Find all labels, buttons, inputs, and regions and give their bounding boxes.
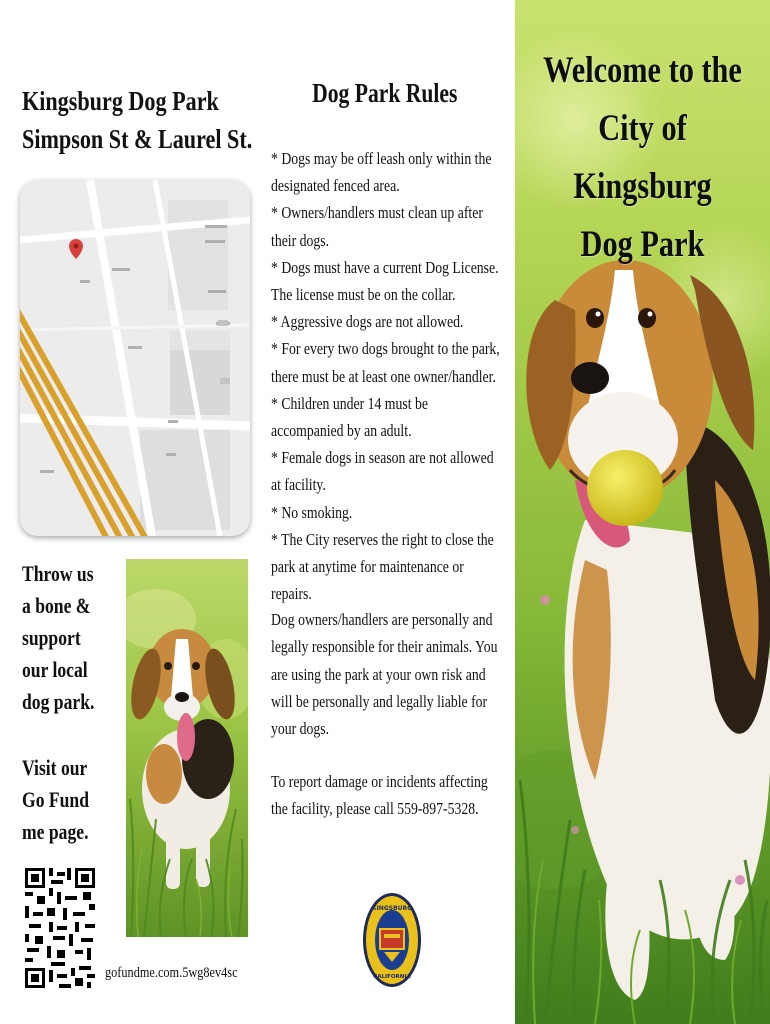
dog-photo-small [126,559,248,937]
rule-item: * No smoking. [271,502,353,522]
welcome-title-line: Dog Park [580,224,705,265]
seal-bottom-text: CALIFORNIA [373,974,411,980]
seal-top-text: KINGSBURG [371,905,413,912]
rule-item: * Aggressive dogs are not allowed. [271,312,464,332]
park-name: Kingsburg Dog Park [22,86,219,116]
park-heading [22,82,253,158]
donation-appeal: Throw us a bone & support our local dog park. [22,561,95,714]
gofundme-prompt: Visit our Go Fund me page. [22,755,90,844]
park-address: Simpson St & Laurel St. [22,124,253,154]
rule-item: * Children under 14 must be accompanied by an adult. [271,393,428,441]
rule-item: * Owners/handlers must clean up after their dogs. [271,203,483,250]
report-contact: To report damage or incidents affecting the facility, please call 559-897-5328. [271,772,488,819]
welcome-title [515,42,770,274]
rule-item: * Female dogs in season are not allowed at facility. [271,448,494,495]
rule-item: * Dogs must have a current Dog License. The license must be on the collar. [271,257,499,305]
location-map[interactable] [20,180,250,536]
rules-title: Dog Park Rules [312,78,458,108]
welcome-title-line: Kingsburg [573,166,712,207]
qr-code[interactable] [23,866,97,990]
rule-item: * The City reserves the right to close the park at anytime for maintenance or repairs. [271,529,494,604]
rules-list [271,145,503,607]
city-seal-logo [362,890,422,990]
welcome-title-line: Welcome to the [543,50,742,91]
map-graphic [20,180,250,536]
liability-notice: Dog owners/handlers are personally and legally responsible for their animals. You are using the park at your own risk and will be personally and legally liable for your dogs. [271,610,498,739]
gofundme-link[interactable]: gofundme.com.5wg8ev4sc [105,965,238,981]
rule-item: * Dogs may be off leash only within the designated fenced area. [271,149,492,196]
donation-message [22,558,102,848]
welcome-title-line: City of [598,108,687,149]
rule-item: * For every two dogs brought to the park, there must be at least one owner/handler. [271,339,500,386]
